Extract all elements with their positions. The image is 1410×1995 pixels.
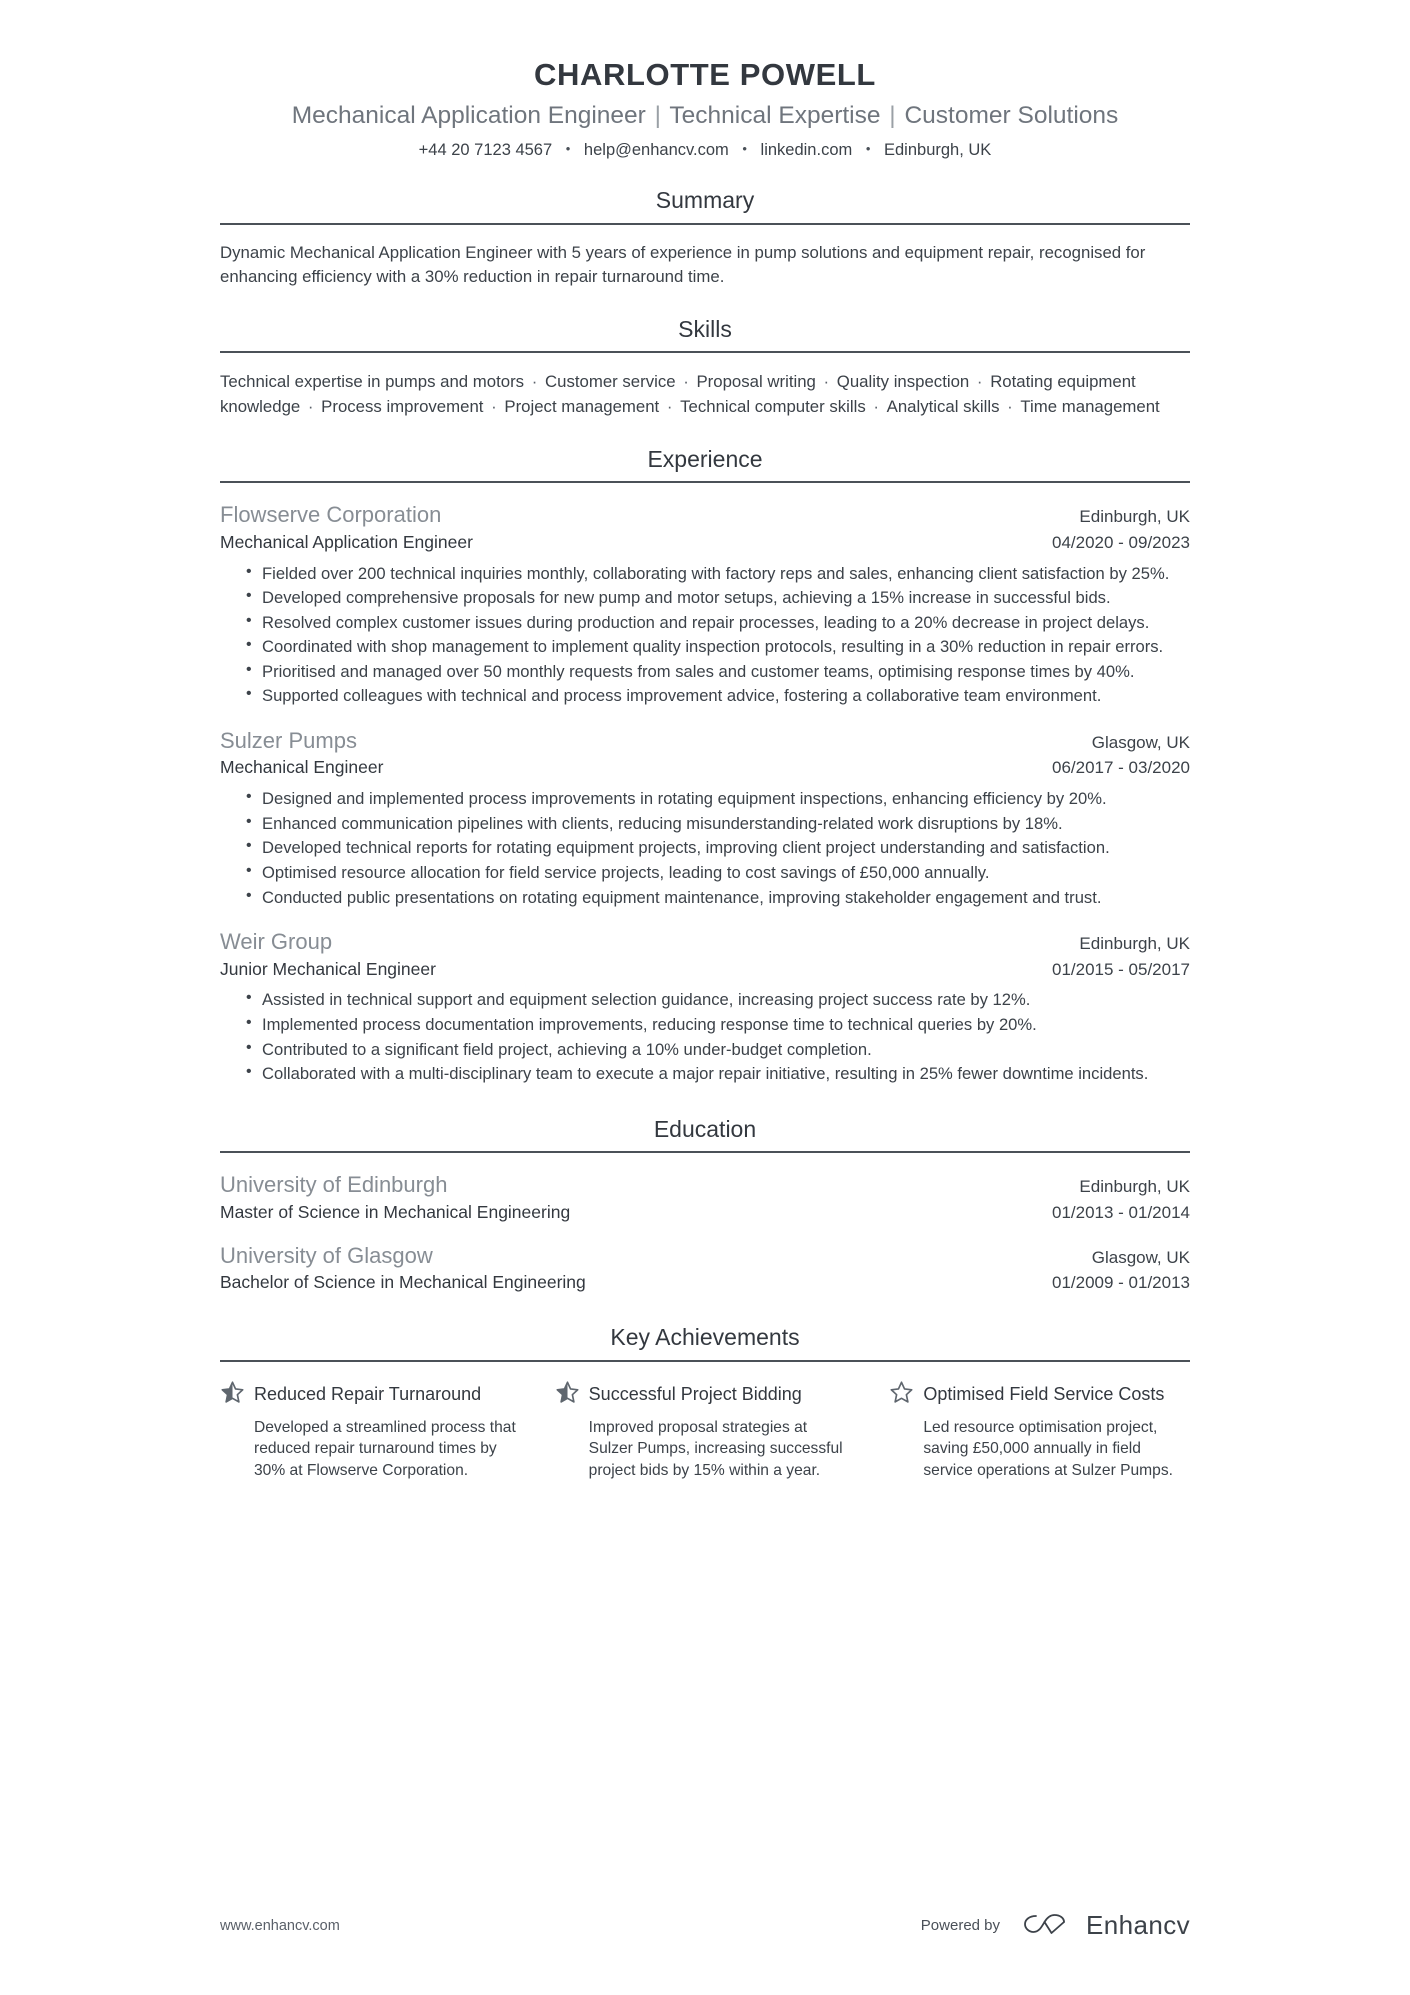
entry-degree-row bbox=[220, 1272, 1190, 1294]
skill-item: Quality inspection bbox=[836, 372, 970, 392]
experience-entry bbox=[220, 910, 1190, 1086]
entry-org-row bbox=[220, 928, 1190, 956]
skill-item: Technical expertise in pumps and motors bbox=[220, 372, 525, 392]
entry-school-row bbox=[220, 1171, 1190, 1199]
employer-name: Weir Group bbox=[220, 929, 333, 955]
headline-part-1: Mechanical Application Engineer bbox=[291, 102, 646, 130]
contact-linkedin[interactable]: linkedin.com bbox=[760, 141, 853, 160]
job-bullet: • Assisted in technical support and equipment selection guidance, increasing project success rate by 12%. bbox=[246, 988, 1190, 1012]
enhancv-brand bbox=[1016, 1908, 1190, 1943]
degree-dates: 01/2013 - 01/2014 bbox=[1051, 1202, 1190, 1222]
school-location: Edinburgh, UK bbox=[1079, 1177, 1190, 1197]
employer-location: Edinburgh, UK bbox=[1079, 507, 1190, 527]
experience-entry bbox=[220, 483, 1190, 708]
job-bullet: • Implemented process documentation improvements, reducing response time to technical queries by 20%. bbox=[246, 1013, 1190, 1037]
entry-degree-row bbox=[220, 1202, 1190, 1224]
candidate-name: CHARLOTTE POWELL bbox=[534, 57, 876, 92]
job-title: Junior Mechanical Engineer bbox=[220, 958, 436, 979]
powered-by-label: Powered by bbox=[920, 1917, 1001, 1934]
job-bullet: • Fielded over 200 technical inquiries monthly, collaborating with factory reps and sales, enhancing client satisfaction by 25%. bbox=[246, 562, 1190, 586]
achievement-header bbox=[220, 1380, 521, 1410]
job-bullet: • Optimised resource allocation for field service projects, leading to cost savings of £50,000 annually. bbox=[246, 861, 1190, 885]
section-education bbox=[220, 1116, 1190, 1294]
achievement-header bbox=[889, 1380, 1190, 1410]
entry-org-row bbox=[220, 501, 1190, 529]
contact-bullet-2: • bbox=[742, 141, 747, 157]
skill-item: Proposal writing bbox=[696, 372, 816, 392]
job-bullet: • Supported colleagues with technical and process improvement advice, fostering a collaborative team environment. bbox=[246, 684, 1190, 708]
skill-item: Time management bbox=[1020, 397, 1160, 417]
skill-separator: · bbox=[678, 372, 694, 392]
job-bullet: • Designed and implemented process improvements in rotating equipment inspections, enhancing efficiency by 20%. bbox=[246, 787, 1190, 811]
job-bullet: • Developed technical reports for rotating equipment projects, improving client project understanding and satisfaction. bbox=[246, 836, 1190, 860]
candidate-headline bbox=[220, 101, 1190, 130]
job-bullet: • Collaborated with a multi-disciplinary team to execute a major repair initiative, resulting in 25% fewer downtime incidents. bbox=[246, 1062, 1190, 1086]
job-bullet-list bbox=[220, 988, 1190, 1085]
achievement-description: Developed a streamlined process that reduced repair turnaround times by 30% at Flowserve Corporation. bbox=[254, 1418, 516, 1479]
school-location: Glasgow, UK bbox=[1091, 1247, 1190, 1267]
achievement-title: Successful Project Bidding bbox=[588, 1384, 802, 1405]
job-bullet: • Coordinated with shop management to implement quality inspection protocols, resulting in a 30% reduction in repair errors. bbox=[246, 635, 1190, 659]
footer-website-link[interactable]: www.enhancv.com bbox=[220, 1917, 340, 1934]
headline-separator-1: | bbox=[654, 102, 662, 130]
job-title: Mechanical Application Engineer bbox=[220, 531, 473, 552]
headline-part-3: Customer Solutions bbox=[904, 102, 1119, 130]
education-entry bbox=[220, 1153, 1190, 1223]
skill-item: Analytical skills bbox=[886, 397, 1000, 417]
achievement-title: Reduced Repair Turnaround bbox=[254, 1384, 482, 1405]
page-footer bbox=[220, 1908, 1190, 1943]
section-achievements bbox=[220, 1324, 1190, 1481]
employer-name: Flowserve Corporation bbox=[220, 502, 442, 528]
section-title-skills: Skills bbox=[678, 315, 732, 342]
experience-entries bbox=[220, 483, 1190, 1086]
education-entry bbox=[220, 1224, 1190, 1294]
summary-text: Dynamic Mechanical Application Engineer with 5 years of experience in pump solutions and equipment repair, recognised for enhancing efficiency with a 30% reduction in repair turnaround time. bbox=[220, 242, 1146, 287]
education-entries bbox=[220, 1153, 1190, 1294]
skill-item: Project management bbox=[504, 397, 660, 417]
skill-separator: · bbox=[303, 397, 319, 417]
entry-role-row bbox=[220, 959, 1190, 981]
footer-branding bbox=[921, 1908, 1190, 1943]
job-bullet: • Contributed to a significant field project, achieving a 10% under-budget completion. bbox=[246, 1038, 1190, 1062]
entry-org-row bbox=[220, 727, 1190, 755]
skill-separator: · bbox=[527, 372, 542, 392]
job-bullet: • Resolved complex customer issues during production and repair processes, leading to a 20% decrease in project delays. bbox=[246, 611, 1190, 635]
contact-line bbox=[220, 141, 1190, 161]
skill-separator: · bbox=[868, 397, 884, 417]
enhancv-logo-icon bbox=[1016, 1908, 1074, 1943]
entry-role-row bbox=[220, 532, 1190, 554]
contact-email[interactable]: help@enhancv.com bbox=[583, 141, 729, 160]
section-title-achievements: Key Achievements bbox=[610, 1324, 800, 1351]
job-dates: 06/2017 - 03/2020 bbox=[1051, 758, 1190, 778]
job-bullet: • Prioritised and managed over 50 monthly requests from sales and customer teams, optimising response times by 40%. bbox=[246, 660, 1190, 684]
employer-location: Edinburgh, UK bbox=[1079, 934, 1190, 954]
section-skills bbox=[220, 316, 1190, 420]
employer-name: Sulzer Pumps bbox=[220, 727, 357, 753]
degree-title: Master of Science in Mechanical Engineering bbox=[220, 1201, 571, 1222]
school-name: University of Edinburgh bbox=[220, 1172, 448, 1198]
job-bullet-list bbox=[220, 562, 1190, 708]
contact-phone: +44 20 7123 4567 bbox=[418, 141, 553, 160]
headline-separator-2: | bbox=[889, 102, 896, 130]
job-bullet: • Conducted public presentations on rotating equipment maintenance, improving stakeholder engagement and trust. bbox=[246, 886, 1190, 910]
skills-list bbox=[220, 353, 1190, 419]
achievements-list bbox=[220, 1362, 1190, 1482]
headline-part-2: Technical Expertise bbox=[669, 102, 881, 130]
entry-role-row bbox=[220, 757, 1190, 779]
contact-location: Edinburgh, UK bbox=[884, 141, 992, 160]
skill-item: Rotating equipment knowledge bbox=[220, 372, 1136, 417]
achievement-description: Led resource optimisation project, saving £50,000 annually in field service operations at Sulzer Pumps. bbox=[923, 1418, 1173, 1479]
job-title: Mechanical Engineer bbox=[220, 757, 384, 778]
job-dates: 01/2015 - 05/2017 bbox=[1051, 959, 1190, 979]
achievement-header bbox=[555, 1380, 856, 1410]
skill-separator: · bbox=[818, 372, 834, 392]
employer-location: Glasgow, UK bbox=[1091, 732, 1190, 752]
achievement-item bbox=[555, 1380, 856, 1482]
skill-item: Technical computer skills bbox=[680, 397, 866, 417]
skill-separator: · bbox=[662, 397, 678, 417]
achievement-item bbox=[220, 1380, 521, 1482]
section-summary bbox=[220, 187, 1190, 289]
experience-entry bbox=[220, 709, 1190, 909]
achievement-title: Optimised Field Service Costs bbox=[923, 1384, 1165, 1405]
degree-title: Bachelor of Science in Mechanical Engineering bbox=[220, 1272, 586, 1293]
enhancv-brand-name: Enhancv bbox=[1086, 1910, 1190, 1940]
school-name: University of Glasgow bbox=[220, 1242, 433, 1268]
achievement-description: Improved proposal strategies at Sulzer Pumps, increasing successful project bids by 15% within a year. bbox=[588, 1418, 843, 1479]
contact-bullet-3: • bbox=[865, 141, 871, 157]
skill-separator: · bbox=[486, 397, 502, 417]
achievement-item bbox=[889, 1380, 1190, 1482]
star-half-icon bbox=[220, 1380, 245, 1410]
section-experience bbox=[220, 446, 1190, 1086]
section-title-education: Education bbox=[653, 1115, 757, 1142]
degree-dates: 01/2009 - 01/2013 bbox=[1051, 1273, 1190, 1293]
job-bullet-list bbox=[220, 787, 1190, 909]
entry-school-row bbox=[220, 1242, 1190, 1270]
job-bullet: • Enhanced communication pipelines with clients, reducing misunderstanding-related work disruptions by 18%. bbox=[246, 812, 1190, 836]
section-title-summary: Summary bbox=[655, 187, 755, 214]
skill-separator: · bbox=[972, 372, 988, 392]
job-bullet: • Developed comprehensive proposals for new pump and motor setups, achieving a 15% increase in successful bids. bbox=[246, 586, 1190, 610]
resume-header bbox=[220, 58, 1190, 161]
section-title-experience: Experience bbox=[647, 445, 763, 472]
star-half-icon bbox=[555, 1380, 580, 1410]
skill-item: Customer service bbox=[545, 372, 676, 392]
skill-item: Process improvement bbox=[321, 397, 484, 417]
contact-bullet-1: • bbox=[565, 141, 571, 157]
skill-separator: · bbox=[1002, 397, 1018, 417]
job-dates: 04/2020 - 09/2023 bbox=[1051, 532, 1190, 552]
star-outline-icon bbox=[889, 1380, 914, 1410]
